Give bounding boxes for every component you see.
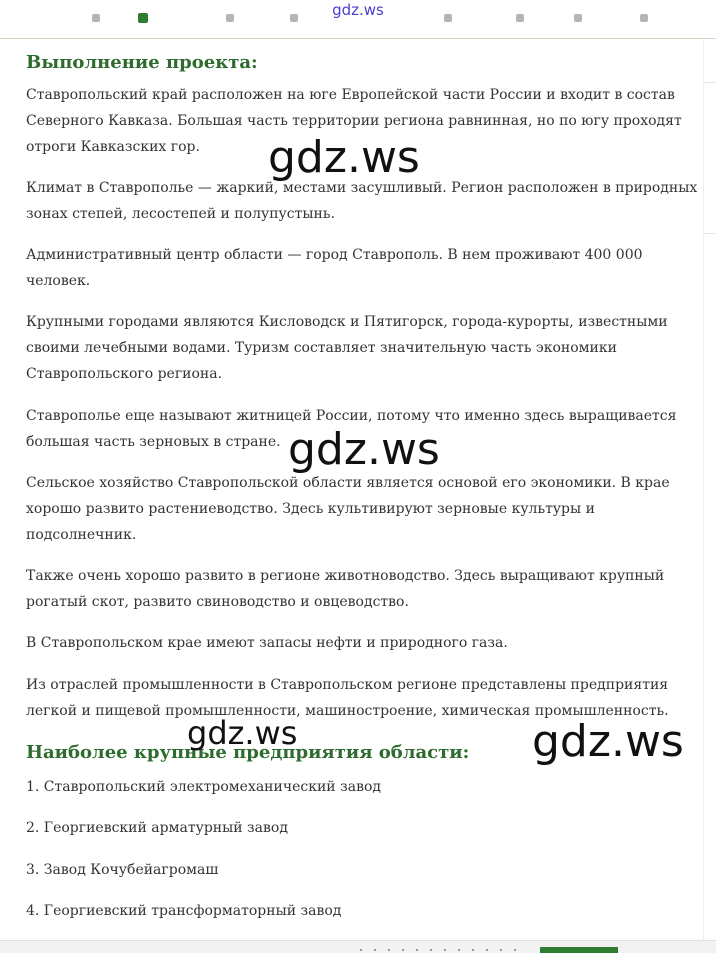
paragraph: Сельское хозяйство Ставропольской области является основой его экономики. В крае хорошо развито растениеводство. Здесь культивируют зерновые культуры и подсолнечник. — [26, 475, 670, 543]
paragraph: Ставрополье еще называют житницей России, потому что именно здесь выращивается большая часть зерновых в стране. — [26, 408, 677, 450]
top-nav-bar — [0, 0, 716, 39]
paragraph: В Ставропольском крае имеют запасы нефти и природного газа. — [26, 635, 508, 651]
list-item: 3. Завод Кочубейагромаш — [26, 862, 219, 878]
watermark: gdz.ws — [187, 714, 298, 752]
sidebar-edge — [703, 40, 716, 940]
bottom-action-button[interactable] — [540, 947, 618, 953]
top-watermark: gdz.ws — [332, 1, 384, 19]
paragraph: Крупными городами являются Кисловодск и Пятигорск, города-курорты, известными своими лечебными водами. Туризм составляет значительную часть экономики Ставропольского региона. — [26, 314, 668, 382]
paragraph: Из отраслей промышленности в Ставропольском регионе представлены предприятия легкой и пищевой промышленности, машиностроение, химическая промышленность. — [26, 677, 669, 719]
list-item: 4. Георгиевский трансформаторный завод — [26, 903, 342, 919]
pagination-dots — [360, 949, 520, 951]
watermark: gdz.ws — [268, 132, 420, 183]
sidebar-block — [704, 82, 716, 234]
paragraph: Ставропольский край расположен на юге Европейской части России и входит в состав Северного Кавказа. Большая часть территории региона равнинная, но по югу проходят отроги Кавказских гор. — [26, 87, 682, 155]
watermark: gdz.ws — [288, 424, 440, 475]
watermark: gdz.ws — [532, 716, 684, 767]
paragraph: Климат в Ставрополье — жаркий, местами засушливый. Регион расположен в природных зонах степей, лесостепей и полупустынь. — [26, 180, 698, 222]
enterprises-heading: Наиболее крупные предприятия области: — [26, 742, 470, 763]
list-item: 2. Георгиевский арматурный завод — [26, 820, 288, 836]
list-item: 1. Ставропольский электромеханический завод — [26, 779, 382, 795]
paragraph: Также очень хорошо развито в регионе животноводство. Здесь выращивают крупный рогатый скот, развито свиноводство и овцеводство. — [26, 568, 665, 610]
bottom-bar — [0, 940, 716, 953]
section-heading: Выполнение проекта: — [26, 52, 258, 73]
paragraph: Административный центр области — город Ставрополь. В нем проживают 400 000 человек. — [26, 247, 643, 289]
